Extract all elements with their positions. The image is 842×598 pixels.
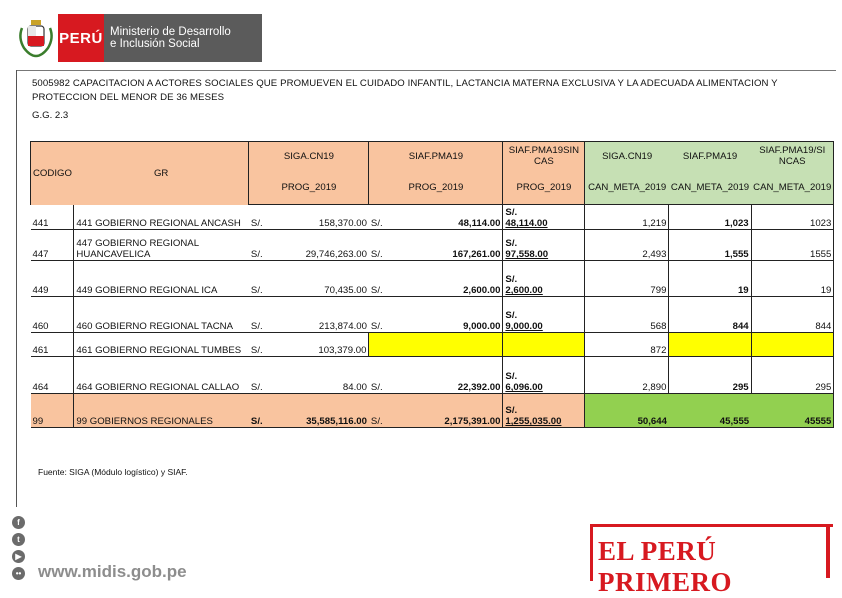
cell-siaf: 48,114.00 [393, 205, 503, 230]
header-prog-2019-siaf: PROG_2019 [369, 171, 503, 205]
cell-meta1: 799 [585, 261, 669, 297]
cell-sincas [503, 230, 585, 261]
flickr-icon[interactable]: •• [12, 567, 25, 580]
cell-siga: 213,874.00 [269, 297, 369, 333]
cell-sincas [503, 297, 585, 333]
cell-currency: S/. [249, 297, 269, 333]
cell-siaf: 2,600.00 [393, 261, 503, 297]
cell-meta3: 295 [751, 357, 834, 394]
header-siaf-pma19-sincas-goal: SIAF.PMA19/SI NCAS [751, 142, 834, 171]
cell-gr: 464 GOBIERNO REGIONAL CALLAO [74, 357, 249, 394]
peru-brand: PERÚ [58, 14, 104, 62]
cell-siga: 29,746,263.00 [269, 230, 369, 261]
frame-left-line [16, 70, 17, 507]
ministry-line-2: e Inclusión Social [110, 38, 200, 50]
cell-currency: S/. [369, 230, 393, 261]
table-row [31, 333, 834, 357]
cell-currency: S/. [369, 297, 393, 333]
document-title: 5005982 CAPACITACION A ACTORES SOCIALES QUE PROMUEVEN EL CUIDADO INFANTIL, LACTANCIA MATERNA EXCLUSIVA Y LA ADECUADA ALIMENTACION Y PROTECCION DEL MENOR DE 36 MESES [32, 78, 778, 103]
coat-of-arms-icon [14, 16, 58, 60]
cell-siaf: 167,261.00 [393, 230, 503, 261]
cell-currency: S/. [505, 405, 518, 416]
cell-siga: 35,585,116.00 [269, 394, 369, 428]
cell-currency: S/. [369, 394, 393, 428]
cell-siaf-missing [369, 333, 503, 357]
website-link[interactable]: www.midis.gob.pe [38, 562, 187, 581]
cell-currency: S/. [505, 238, 518, 249]
cell-currency: S/. [369, 205, 393, 230]
cell-meta2: 844 [669, 297, 751, 333]
cell-currency: S/. [249, 333, 269, 357]
twitter-icon[interactable]: t [12, 533, 25, 546]
cell-meta1: 2,493 [585, 230, 669, 261]
cell-sincas [503, 261, 585, 297]
cell-code: 460 [31, 297, 74, 333]
header-siga-cn19: SIGA.CN19 [249, 142, 369, 171]
cell-meta2: 1,555 [669, 230, 751, 261]
cell-code: 441 [31, 205, 74, 230]
cell-siga: 103,379.00 [269, 333, 369, 357]
cell-gr: 460 GOBIERNO REGIONAL TACNA [74, 297, 249, 333]
cell-sincas-value: 1,255,035.00 [505, 416, 562, 427]
table-row [31, 297, 834, 333]
cell-currency: S/. [505, 274, 518, 285]
header-can-meta-3: CAN_META_2019 [751, 171, 834, 205]
cell-code: 449 [31, 261, 74, 297]
cell-meta3: 1555 [751, 230, 834, 261]
frame-top-line [16, 70, 836, 71]
document-subtitle: G.G. 2.3 [32, 110, 69, 121]
table-row [31, 261, 834, 297]
cell-meta3: 19 [751, 261, 834, 297]
cell-siaf: 9,000.00 [393, 297, 503, 333]
cell-gr: 99 GOBIERNOS REGIONALES [74, 394, 249, 428]
header-siaf-pma19-sincas: SIAF.PMA19SIN CAS [503, 142, 585, 171]
cell-sincas [503, 357, 585, 394]
cell-meta2-missing [669, 333, 751, 357]
cell-meta2: 295 [669, 357, 751, 394]
table-row [31, 357, 834, 394]
cell-siga: 70,435.00 [269, 261, 369, 297]
cell-gr: 449 GOBIERNO REGIONAL ICA [74, 261, 249, 297]
cell-meta2: 19 [669, 261, 751, 297]
cell-code: 99 [31, 394, 74, 428]
header-prog-2019-sincas: PROG_2019 [503, 171, 585, 205]
cell-meta1: 872 [585, 333, 669, 357]
cell-gr: 461 GOBIERNO REGIONAL TUMBES [74, 333, 249, 357]
cell-sincas-value: 48,114.00 [505, 218, 548, 229]
cell-currency: S/. [249, 205, 269, 230]
cell-currency: S/. [505, 371, 518, 382]
cell-meta1: 50,644 [585, 394, 669, 428]
budget-table [30, 141, 834, 428]
cell-sincas-value: 9,000.00 [505, 321, 543, 332]
cell-meta1: 2,890 [585, 357, 669, 394]
cell-currency: S/. [249, 230, 269, 261]
cell-siaf: 22,392.00 [393, 357, 503, 394]
header-codigo: CODIGO [31, 142, 74, 205]
youtube-icon[interactable]: ▶ [12, 550, 25, 563]
cell-meta2: 45,555 [669, 394, 751, 428]
cell-currency: S/. [249, 261, 269, 297]
table-row [31, 230, 834, 261]
cell-currency: S/. [369, 261, 393, 297]
cell-meta3: 45555 [751, 394, 834, 428]
slogan-text: EL PERÚ PRIMERO [598, 536, 732, 597]
cell-meta3-missing [751, 333, 834, 357]
cell-currency: S/. [249, 357, 269, 394]
facebook-icon[interactable]: f [12, 516, 25, 529]
header-can-meta-2: CAN_META_2019 [669, 171, 751, 205]
header-gr: GR [74, 142, 249, 205]
cell-code: 447 [31, 230, 74, 261]
cell-siga: 84.00 [269, 357, 369, 394]
cell-sincas-missing [503, 333, 585, 357]
ministry-line-1: Ministerio de Desarrollo [110, 26, 231, 38]
ministry-name [104, 14, 262, 62]
cell-gr: 447 GOBIERNO REGIONAL HUANCAVELICA [74, 230, 249, 261]
midis-logo [14, 14, 268, 62]
cell-currency: S/. [369, 357, 393, 394]
cell-code: 461 [31, 333, 74, 357]
cell-currency: S/. [249, 394, 269, 428]
cell-sincas-value: 2,600.00 [505, 285, 543, 296]
cell-meta3: 844 [751, 297, 834, 333]
cell-code: 464 [31, 357, 74, 394]
header-can-meta-1: CAN_META_2019 [585, 171, 669, 205]
header-prog-2019-siga: PROG_2019 [249, 171, 369, 205]
cell-sincas [503, 205, 585, 230]
cell-currency: S/. [505, 310, 518, 321]
cell-siga: 158,370.00 [269, 205, 369, 230]
source-note: Fuente: SIGA (Módulo logístico) y SIAF. [38, 467, 188, 477]
cell-meta1: 1,219 [585, 205, 669, 230]
cell-sincas-value: 97,558.00 [505, 249, 549, 260]
cell-meta2: 1,023 [669, 205, 751, 230]
cell-sincas [503, 394, 585, 428]
cell-meta3: 1023 [751, 205, 834, 230]
header-siaf-pma19: SIAF.PMA19 [369, 142, 503, 171]
header-siga-cn19-goal: SIGA.CN19 [585, 142, 669, 171]
table-row [31, 205, 834, 230]
cell-siaf: 2,175,391.00 [393, 394, 503, 428]
cell-meta1: 568 [585, 297, 669, 333]
cell-sincas-value: 6,096.00 [505, 382, 543, 393]
cell-currency: S/. [505, 207, 518, 218]
table-row-total [31, 394, 834, 428]
cell-gr: 441 GOBIERNO REGIONAL ANCASH [74, 205, 249, 230]
header-siaf-pma19-goal: SIAF.PMA19 [669, 142, 751, 171]
